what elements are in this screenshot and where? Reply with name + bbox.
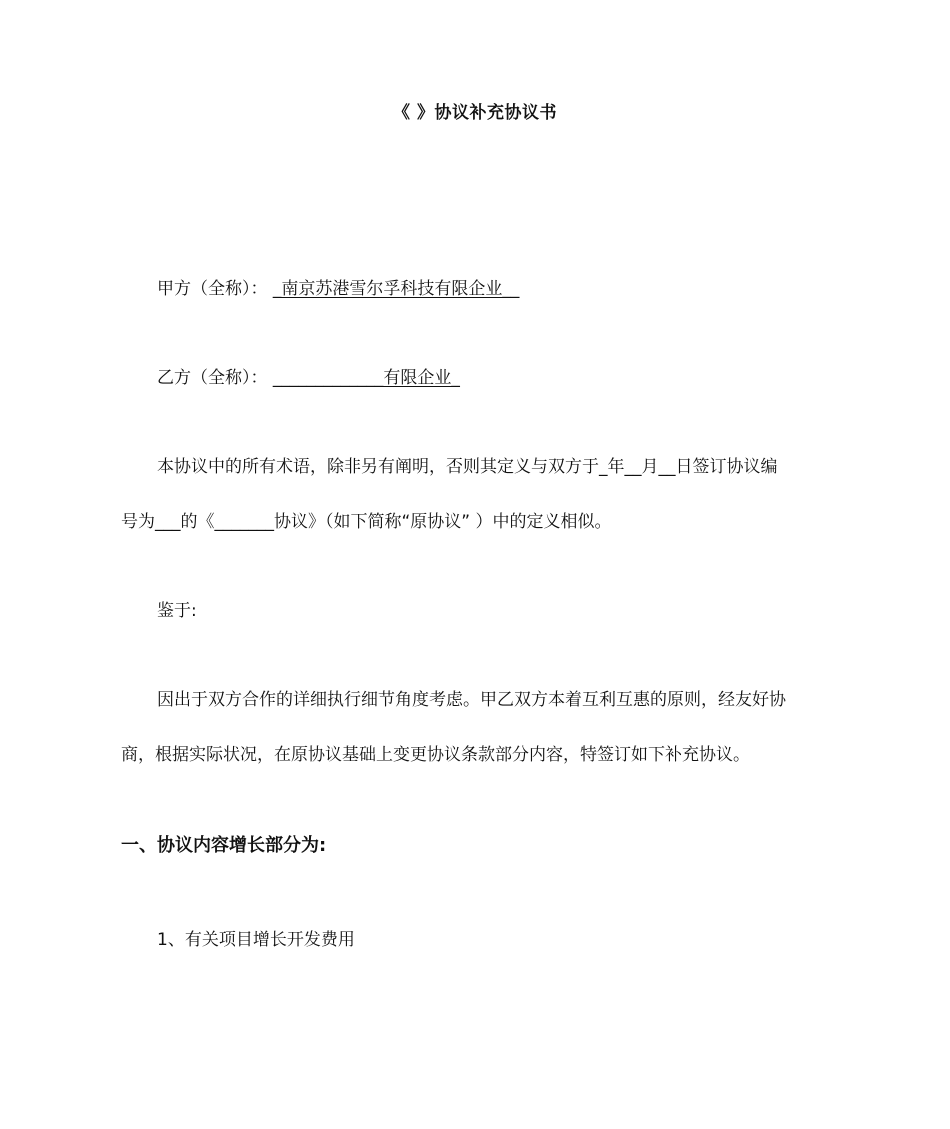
definition-line-1: 本协议中的所有术语，除非另有阐明，否则其定义与双方于_年__月__日签订协议编 (157, 457, 778, 477)
party-b-value: _____________有限企业_ (272, 368, 460, 388)
party-a-line (157, 277, 519, 301)
reason-line-2: 商，根据实际状况，在原协议基础上变更协议条款部分内容，特签订如下补充协议。 (121, 745, 750, 765)
party-b-label: 乙方（全称）： (157, 368, 268, 388)
document-title: 《 》协议补充协议书 (393, 103, 557, 123)
item-1-text: 1、有关项目增长开发费用 (157, 930, 355, 950)
party-a-value: _南京苏港雪尔孚科技有限企业__ (272, 279, 520, 299)
party-a-label: 甲方（全称）： (157, 279, 268, 299)
definition-line-2: 号为___的《_______协议》（如下简称“原协议” ）中的定义相似。 (121, 512, 612, 532)
party-b-line (157, 366, 460, 390)
reason-line-1: 因出于双方合作的详细执行细节角度考虑。甲乙双方本着互利互惠的原则，经友好协 (157, 690, 786, 710)
whereas-text: 鉴于: (157, 601, 197, 621)
section-1-heading: 一、协议内容增长部分为: (121, 835, 327, 856)
